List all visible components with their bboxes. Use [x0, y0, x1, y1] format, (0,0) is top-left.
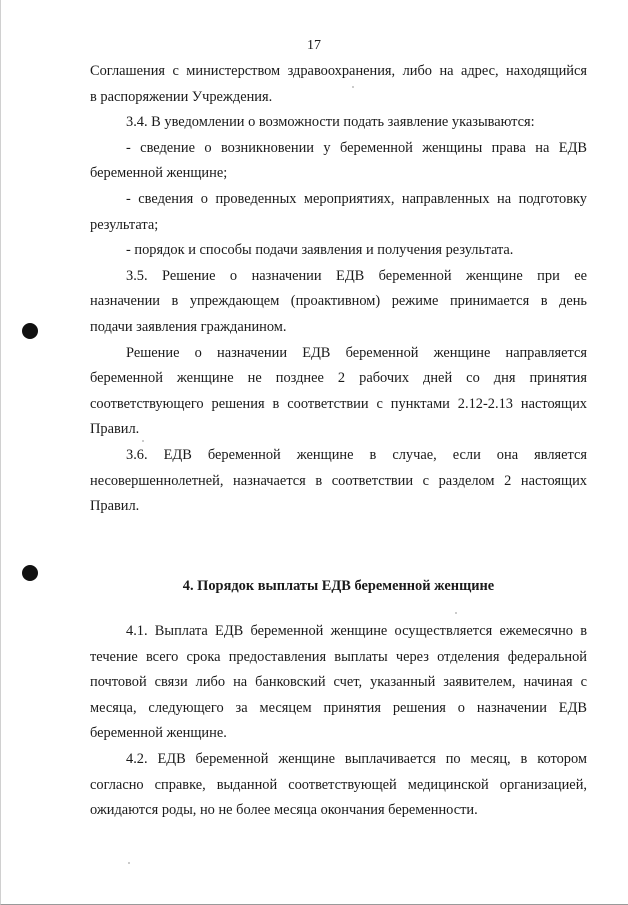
- text-line: - сведение о возникновении у беременной женщины права на ЕДВ: [126, 139, 587, 156]
- body-text-section-3: [90, 59, 587, 520]
- text-line: назначении в упреждающем (проактивном) режиме принимается в день: [90, 293, 587, 310]
- text-line: в распоряжении Учреждения.: [90, 88, 273, 105]
- text-line: согласно справке, выданной соответствующей медицинской организацией,: [90, 776, 587, 793]
- text-line: соответствующего решения в соответствии с пунктами 2.12-2.13 настоящих: [90, 395, 587, 412]
- text-line: несовершеннолетней, назначается в соответствии с разделом 2 настоящих: [90, 472, 587, 489]
- text-line: 4.2. ЕДВ беременной женщине выплачивается по месяц, в котором: [126, 750, 587, 767]
- text-line: 3.6. ЕДВ беременной женщине в случае, если она является: [126, 446, 587, 463]
- text-line: почтовой связи либо на банковский счет, указанный заявителем, начиная с: [90, 674, 587, 691]
- scan-speck: [128, 862, 130, 864]
- text-line: Решение о назначении ЕДВ беременной женщине направляется: [126, 344, 587, 361]
- text-line: 3.4. В уведомлении о возможности подать заявление указываются:: [126, 114, 535, 131]
- text-line: течение всего срока предоставления выплаты через отделения федеральной: [90, 648, 587, 665]
- text-line: беременной женщине.: [90, 725, 227, 742]
- text-line: Правил.: [90, 421, 140, 438]
- text-line: 3.5. Решение о назначении ЕДВ беременной женщине при ее: [126, 267, 587, 284]
- text-line: подачи заявления гражданином.: [90, 318, 287, 335]
- text-line: ожидаются роды, но не более месяца окончания беременности.: [90, 802, 478, 819]
- text-line: беременной женщине не позднее 2 рабочих дней со дня принятия: [90, 370, 587, 387]
- text-line: месяца, следующего за месяцем принятия решения о назначении ЕДВ: [90, 699, 587, 716]
- text-line: - сведения о проведенных мероприятиях, направленных на подготовку: [126, 190, 587, 207]
- punch-hole-lower: [22, 565, 38, 581]
- page-number: 17: [307, 38, 321, 53]
- text-line: - порядок и способы подачи заявления и получения результата.: [126, 242, 514, 259]
- text-line: беременной женщине;: [90, 165, 228, 182]
- punch-hole-upper: [22, 323, 38, 339]
- section-heading: 4. Порядок выплаты ЕДВ беременной женщине: [182, 578, 495, 594]
- text-line: Соглашения с министерством здравоохранения, либо на адрес, находящийся: [90, 63, 587, 79]
- text-line: результата;: [90, 216, 159, 233]
- scan-speck: [455, 612, 457, 614]
- body-text-section-4: [90, 619, 587, 824]
- text-line: Правил.: [90, 498, 140, 515]
- text-line: 4.1. Выплата ЕДВ беременной женщине осуществляется ежемесячно в: [126, 623, 587, 639]
